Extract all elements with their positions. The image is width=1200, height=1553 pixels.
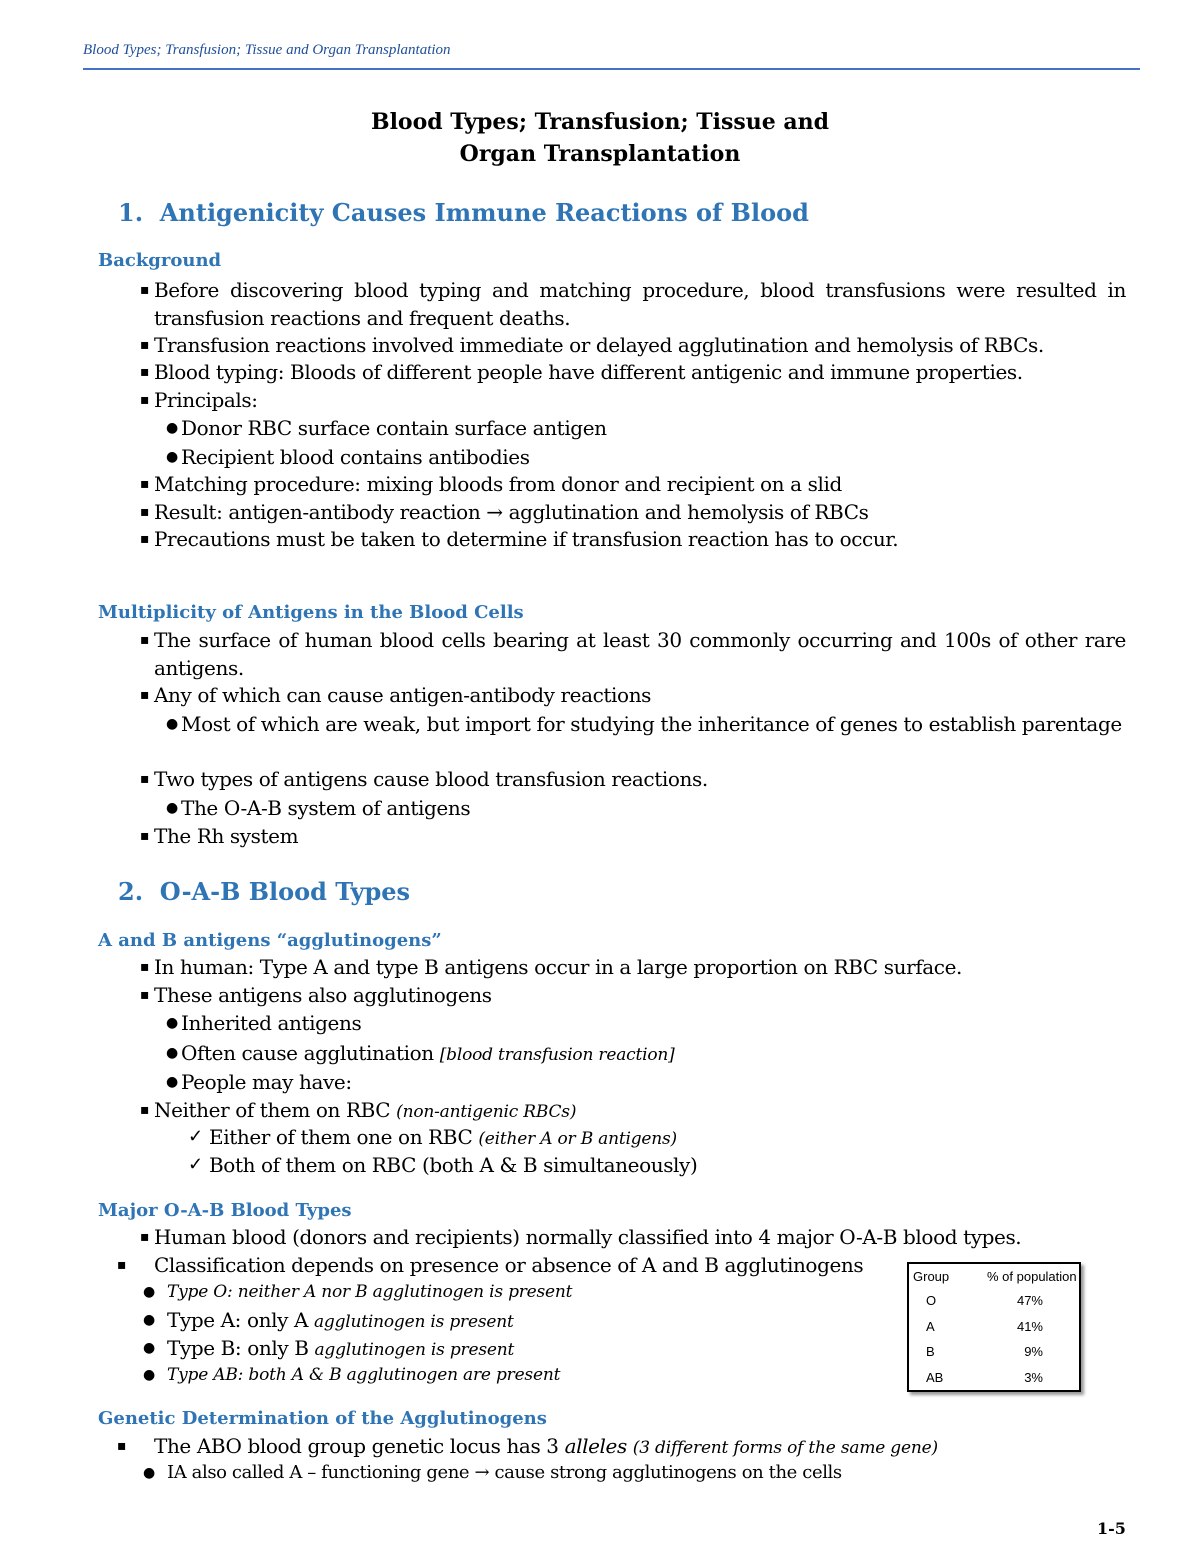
ab-bullet-1: In human: Type A and type B antigens occur in a large proportion on RBC surface. xyxy=(154,955,962,979)
checkmark-icon: ✓ xyxy=(188,1154,204,1175)
table-cell-percent: 47% xyxy=(1016,1293,1043,1308)
ab-check-1-note: (either A or B antigens) xyxy=(478,1129,677,1149)
section-2-number: 2. xyxy=(118,877,144,906)
table-header-row xyxy=(909,1264,1079,1290)
ab-sub-bullet-2: Often cause agglutination [blood transfusion reaction] xyxy=(181,1041,675,1065)
background-bullet-7: Precautions must be taken to determine if transfusion reaction has to occur. xyxy=(154,527,899,551)
background-sub-bullet-1: Donor RBC surface contain surface antigen xyxy=(181,416,607,440)
bullet-square-icon: ▪ xyxy=(140,987,150,1003)
population-table xyxy=(907,1262,1081,1392)
bullet-square-icon: ▪ xyxy=(140,632,150,648)
bullet-dot-icon: ● xyxy=(143,1284,156,1300)
bullet-square-icon: ▪ xyxy=(140,687,150,703)
table-cell-group: A xyxy=(926,1319,935,1334)
type-o-line: Type O: neither A nor B agglutinogen is present xyxy=(167,1282,573,1302)
multiplicity-bullet-4: The Rh system xyxy=(154,824,299,848)
bullet-dot-icon: ● xyxy=(166,1045,179,1061)
bullet-dot-icon: ● xyxy=(166,1015,179,1031)
bullet-dot-icon: ● xyxy=(166,716,179,732)
genetic-bullet-1: The ABO blood group genetic locus has 3 alleles (3 different forms of the same gene) xyxy=(154,1434,938,1458)
bullet-dot-icon: ● xyxy=(143,1312,156,1328)
ab-bullet-3-note: (non-antigenic RBCs) xyxy=(396,1102,577,1122)
section-2-title: O-A-B Blood Types xyxy=(159,877,411,906)
table-cell-percent: 41% xyxy=(1016,1319,1043,1334)
multiplicity-heading: Multiplicity of Antigens in the Blood Cells xyxy=(98,602,524,623)
bullet-dot-icon: ● xyxy=(166,1074,179,1090)
background-bullet-5: Matching procedure: mixing bloods from donor and recipient on a slid xyxy=(154,472,842,496)
table-cell-group: AB xyxy=(926,1370,944,1385)
background-bullet-1: Before discovering blood typing and matching procedure, blood transfusions were resulted in transfusion reactions and frequent deaths. xyxy=(154,278,1126,330)
table-cell-percent: 9% xyxy=(1024,1344,1043,1359)
multiplicity-bullet-1: The surface of human blood cells bearing at least 30 commonly occurring and 100s of other rare antigens. xyxy=(154,628,1126,680)
section-1-title: Antigenicity Causes Immune Reactions of Blood xyxy=(159,198,809,227)
bullet-dot-icon: ● xyxy=(143,1465,156,1481)
multiplicity-sub-bullet-2: The O-A-B system of antigens xyxy=(181,796,471,820)
background-heading: Background xyxy=(98,250,222,271)
table-cell-group: B xyxy=(926,1344,935,1359)
ab-sub-bullet-3: People may have: xyxy=(181,1070,352,1094)
bullet-square-icon: ▪ xyxy=(140,1229,150,1245)
type-a-line: Type A: only A agglutinogen is present xyxy=(167,1308,514,1332)
header-rule xyxy=(83,68,1140,70)
page-title-line2: Organ Transplantation xyxy=(459,141,741,167)
major-bullet-1: Human blood (donors and recipients) normally classified into 4 major O-A-B blood types. xyxy=(154,1225,1022,1249)
table-cell-percent: 3% xyxy=(1024,1370,1043,1385)
bullet-square-icon: ▪ xyxy=(140,364,150,380)
ab-check-1: Either of them one on RBC (either A or B antigens) xyxy=(209,1125,677,1149)
background-bullet-3: Blood typing: Bloods of different people have different antigenic and immune properties. xyxy=(154,360,1023,384)
type-ab-line: Type AB: both A & B agglutinogen are present xyxy=(167,1365,561,1385)
section-2-heading xyxy=(118,877,410,906)
bullet-square-icon: ▪ xyxy=(117,1257,127,1273)
background-bullet-6: Result: antigen-antibody reaction → agglutination and hemolysis of RBCs xyxy=(154,500,869,524)
table-header-group: Group xyxy=(913,1269,950,1284)
table-row xyxy=(909,1314,1079,1340)
page-number: 1-5 xyxy=(1097,1519,1126,1538)
bullet-square-icon: ▪ xyxy=(140,531,150,547)
checkmark-icon: ✓ xyxy=(188,1126,204,1147)
bullet-dot-icon: ● xyxy=(143,1340,156,1356)
table-row xyxy=(909,1365,1079,1391)
background-bullet-2: Transfusion reactions involved immediate or delayed agglutination and hemolysis of RBCs. xyxy=(154,333,1044,357)
table-row xyxy=(909,1339,1079,1365)
genetic-heading: Genetic Determination of the Agglutinogens xyxy=(98,1408,547,1429)
multiplicity-sub-bullet-1: Most of which are weak, but import for studying the inheritance of genes to establish parentage xyxy=(181,712,1122,736)
table-row xyxy=(909,1288,1079,1314)
ab-antigens-heading: A and B antigens “agglutinogens” xyxy=(98,930,442,951)
bullet-square-icon: ▪ xyxy=(140,1102,150,1118)
alleles-note: (3 different forms of the same gene) xyxy=(632,1438,938,1458)
major-bullet-2: Classification depends on presence or absence of A and B agglutinogens xyxy=(154,1253,864,1277)
bullet-square-icon: ▪ xyxy=(140,771,150,787)
genetic-sub-bullet-1: IA also called A – functioning gene → cause strong agglutinogens on the cells xyxy=(167,1462,842,1483)
bullet-square-icon: ▪ xyxy=(140,337,150,353)
bullet-square-icon: ▪ xyxy=(140,828,150,844)
bullet-dot-icon: ● xyxy=(166,449,179,465)
bullet-square-icon: ▪ xyxy=(140,282,150,298)
bullet-square-icon: ▪ xyxy=(140,504,150,520)
bullet-square-icon: ▪ xyxy=(140,476,150,492)
multiplicity-bullet-3: Two types of antigens cause blood transfusion reactions. xyxy=(154,767,708,791)
bullet-dot-icon: ● xyxy=(166,420,179,436)
section-1-heading xyxy=(118,198,809,227)
page-title xyxy=(0,106,1200,170)
running-header: Blood Types; Transfusion; Tissue and Organ Transplantation xyxy=(83,42,451,58)
type-b-line-rest: agglutinogen is present xyxy=(314,1340,515,1360)
type-b-line: Type B: only B agglutinogen is present xyxy=(167,1336,515,1360)
bullet-square-icon: ▪ xyxy=(140,959,150,975)
table-header-percent: % of population xyxy=(987,1269,1077,1284)
type-a-line-rest: agglutinogen is present xyxy=(313,1312,514,1332)
alleles-term: alleles xyxy=(564,1434,627,1458)
bullet-square-icon: ▪ xyxy=(117,1438,127,1454)
multiplicity-bullet-2: Any of which can cause antigen-antibody reactions xyxy=(154,683,652,707)
ab-sub-bullet-2-note: [blood transfusion reaction] xyxy=(439,1045,675,1065)
major-types-heading: Major O-A-B Blood Types xyxy=(98,1200,352,1221)
ab-bullet-2: These antigens also agglutinogens xyxy=(154,983,492,1007)
ab-check-2: Both of them on RBC (both A & B simultaneously) xyxy=(209,1153,698,1177)
table-cell-group: O xyxy=(926,1293,937,1308)
bullet-dot-icon: ● xyxy=(166,800,179,816)
bullet-square-icon: ▪ xyxy=(140,392,150,408)
bullet-dot-icon: ● xyxy=(143,1367,156,1383)
background-bullet-4: Principals: xyxy=(154,388,258,412)
section-1-number: 1. xyxy=(118,198,144,227)
page-title-line1: Blood Types; Transfusion; Tissue and xyxy=(370,109,830,135)
ab-sub-bullet-1: Inherited antigens xyxy=(181,1011,362,1035)
ab-bullet-3: Neither of them on RBC (non-antigenic RBCs) xyxy=(154,1098,577,1122)
background-sub-bullet-2: Recipient blood contains antibodies xyxy=(181,445,530,469)
